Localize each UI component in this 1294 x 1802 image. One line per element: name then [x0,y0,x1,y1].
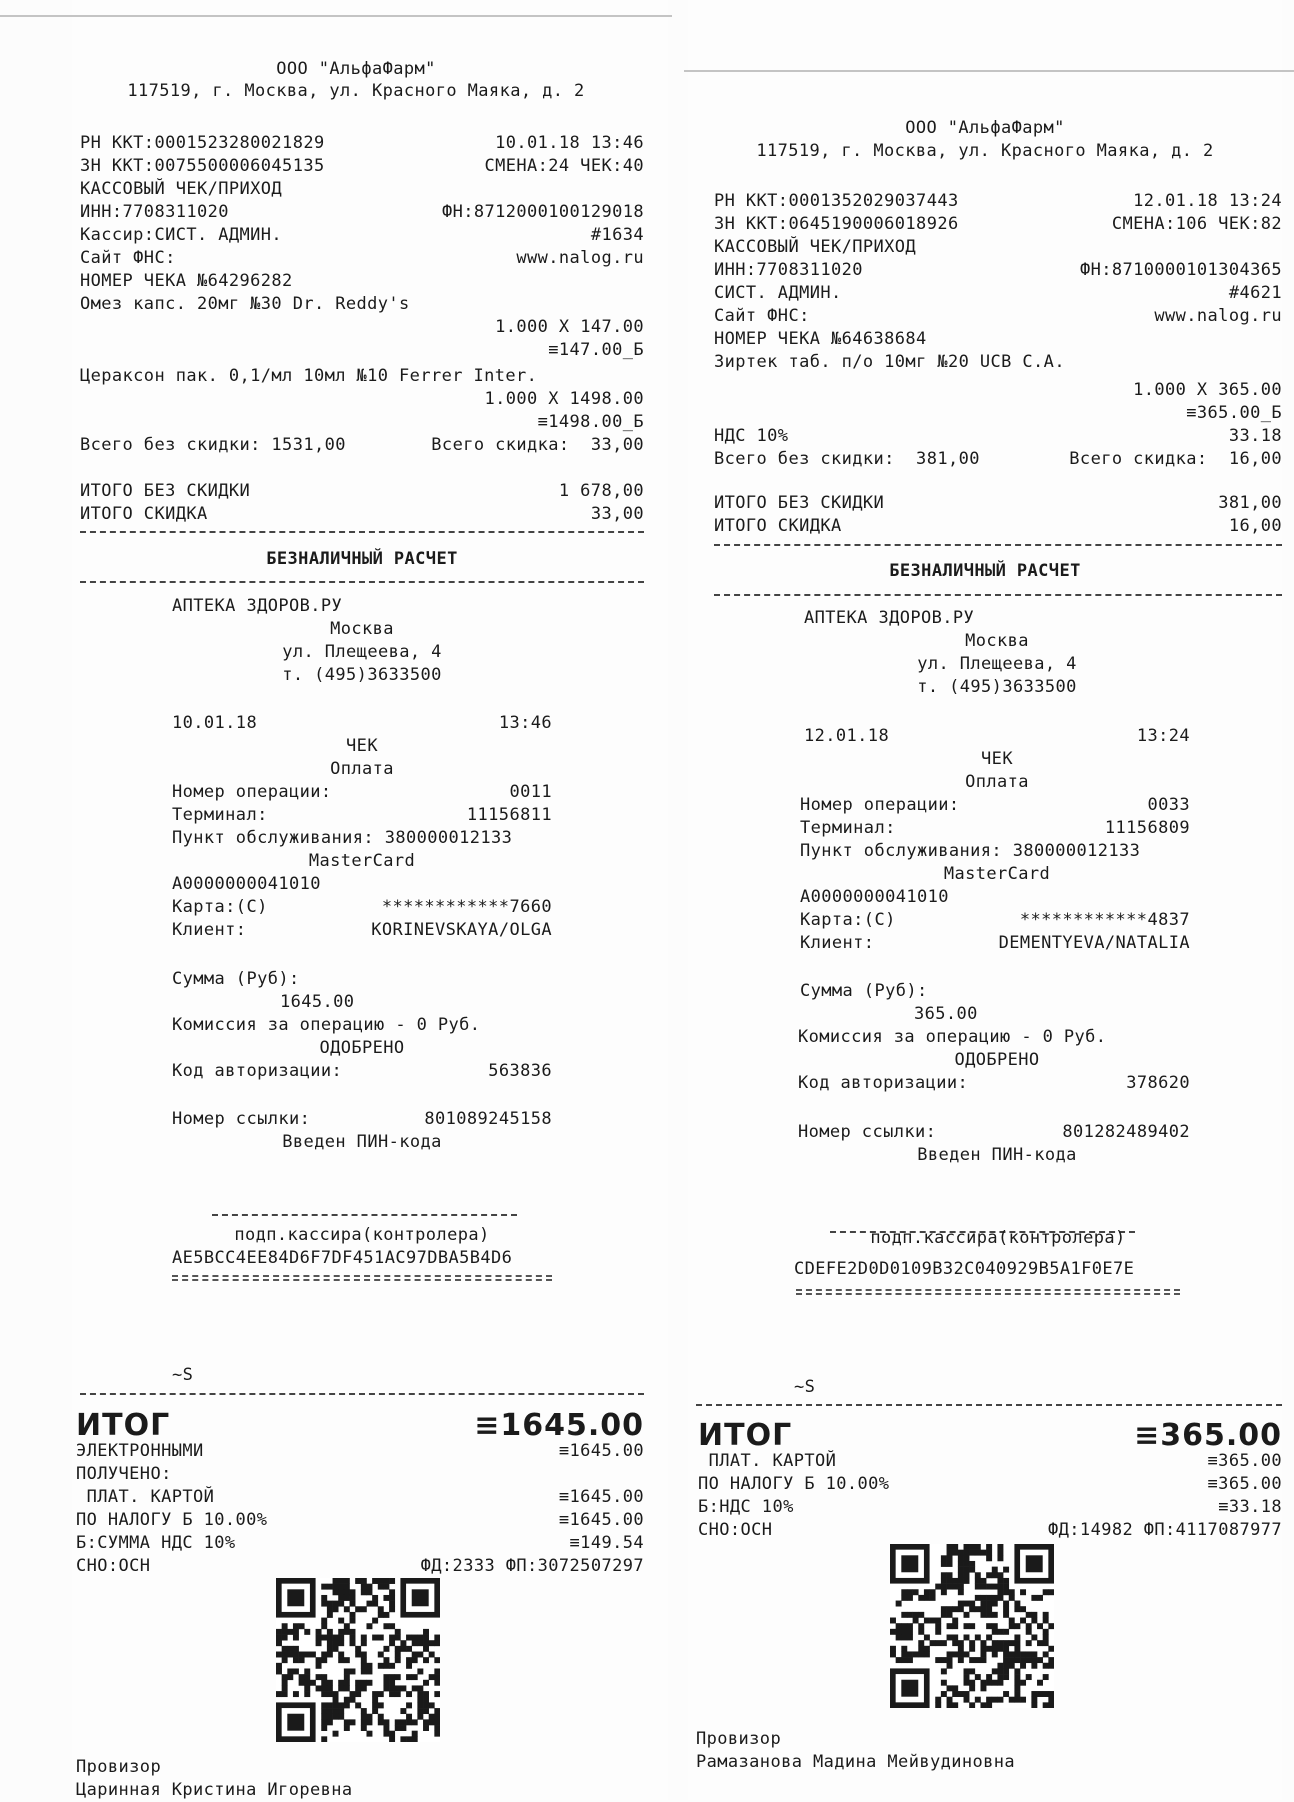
card-system: MasterCard [943,864,1051,884]
signature-label: подп.кассира(контролера) [870,1228,1126,1248]
pharmacist-name: Рамазанова Мадина Мейвудиновна [696,1752,1016,1772]
total-discount: 16,00 [1228,516,1282,536]
pharmacy-phone: т. (495)3633500 [917,677,1077,697]
separator [80,581,644,583]
total-no-discount-label: ИТОГО БЕЗ СКИДКИ [714,493,885,513]
tear-line [684,70,1294,72]
card-number: ************7660 [381,897,552,917]
item-name: Цераксон пак. 0,1/мл 10мл №10 Ferrer Inter. [80,366,538,386]
service-point: Пункт обслуживания: 380000012133 [172,828,513,848]
reference-label: Номер ссылки: [798,1122,937,1142]
tilde-marker: ~S [794,1377,816,1397]
amount-label: Сумма (Руб): [800,981,928,1001]
itog-label: ИТОГ [698,1418,793,1453]
receipt-hash: CDEFE2D0D0109B32C040929B5A1F0E7E [794,1259,1135,1279]
operation-number-label: Номер операции: [172,782,332,802]
pharmacist-role: Провизор [696,1729,782,1749]
pharmacy-phone: т. (495)3633500 [282,665,442,685]
cashier: Кассир:СИСТ. АДМИН. [80,225,283,245]
client-name: KORINEVSKAYA/OLGA [371,920,552,940]
pin-entered: Введен ПИН-кода [282,1132,442,1152]
slip-date: 12.01.18 [804,726,890,746]
reference-label: Номер ссылки: [172,1109,311,1129]
itog-value: ≡365.00 [1134,1418,1282,1453]
breakdown-value: ≡1645.00 [558,1487,644,1507]
card-system: MasterCard [308,851,416,871]
discount-line: Всего скидка: 33,00 [431,435,644,455]
total-no-discount: 1 678,00 [558,481,644,501]
shift-number: СМЕНА:106 ЧЕК:82 [1111,214,1282,234]
commission: Комиссия за операцию - 0 Руб. [798,1027,1107,1047]
operation-number: 0011 [509,782,552,802]
pin-entered: Введен ПИН-кода [917,1145,1077,1165]
card-label: Карта:(C) [800,910,896,930]
breakdown-value: ≡1645.00 [558,1510,644,1530]
fd-fp: ФД:2333 ФП:3072507297 [420,1556,644,1576]
client-name: DEMENTYEVA/NATALIA [998,933,1190,953]
nds-label: НДС 10% [714,426,789,446]
breakdown-value: ≡365.00 [1207,1451,1282,1471]
rn-kkt: РН ККТ:0001352029037443 [714,191,959,211]
item-name: Зиртек таб. п/о 10мг №20 UCB С.А. [714,352,1065,372]
total-discount-label: ИТОГО СКИДКА [80,504,208,524]
reference-number: 801282489402 [1062,1122,1190,1142]
zn-kkt: ЗН ККТ:0645190006018926 [714,214,959,234]
discount-line: Всего скидка: 16,00 [1069,449,1282,469]
separator [714,594,1282,596]
fn-number: ФН:8710000101304365 [1079,260,1282,280]
total-without-discount-line: Всего без скидки: 1531,00 [80,435,346,455]
amount-label: Сумма (Руб): [172,969,300,989]
fns-site-label: Сайт ФНС: [80,248,176,268]
amount: 1645.00 [280,992,355,1012]
item-name: Омез капс. 20мг №30 Dr. Reddy's [80,294,410,314]
tilde-marker: ~S [172,1365,194,1385]
check-number: НОМЕР ЧЕКА №64296282 [80,271,293,291]
item-sum: ≡365.00_Б [1186,403,1282,423]
fd-fp: ФД:14982 ФП:4117087977 [1048,1520,1282,1540]
fns-site-label: Сайт ФНС: [714,306,810,326]
total-no-discount-label: ИТОГО БЕЗ СКИДКИ [80,481,251,501]
breakdown-label: Б:СУММА НДС 10% [76,1533,236,1553]
approved: ОДОБРЕНО [954,1050,1040,1070]
breakdown-label: ПО НАЛОГУ Б 10.00% [698,1474,890,1494]
item-qty-price: 1.000 X 147.00 [495,317,644,337]
pharmacy-city: Москва [330,619,394,639]
slip-time: 13:46 [498,713,552,733]
pharmacist-role: Провизор [76,1757,162,1777]
item-qty-price: 1.000 X 365.00 [1133,380,1282,400]
approved: ОДОБРЕНО [319,1038,405,1058]
cashier-number: #4621 [1228,283,1282,303]
pharmacy-city: Москва [965,631,1029,651]
auth-code-label: Код авторизации: [798,1073,969,1093]
zn-kkt: ЗН ККТ:0075500006045135 [80,156,325,176]
operation-number: 0033 [1147,795,1190,815]
shift-number: СМЕНА:24 ЧЕК:40 [484,156,644,176]
receipt-datetime: 10.01.18 13:46 [495,133,644,153]
inn: ИНН:7708311020 [80,202,229,222]
auth-code: 563836 [488,1061,552,1081]
fns-site: www.nalog.ru [1154,306,1282,326]
breakdown-value: ≡1645.00 [558,1441,644,1461]
fn-number: ФН:8712000100129018 [441,202,644,222]
terminal-id: 11156809 [1104,818,1190,838]
payment-header: БЕЗНАЛИЧНЫЙ РАСЧЕТ [266,549,458,569]
client-label: Клиент: [800,933,875,953]
pharmacy-street: ул. Плещеева, 4 [282,642,442,662]
company-name: ООО "АльфаФарм" [905,118,1065,138]
pharmacy-street: ул. Плещеева, 4 [917,654,1077,674]
terminal-id: 11156811 [466,805,552,825]
total-without-discount-line: Всего без скидки: 381,00 [714,449,980,469]
company-name: ООО "АльфаФарм" [276,59,436,79]
slip-payment: Оплата [965,772,1029,792]
auth-code-label: Код авторизации: [172,1061,343,1081]
breakdown-label: ПОЛУЧЕНО: [76,1464,172,1484]
breakdown-value: ≡365.00 [1207,1474,1282,1494]
company-address: 117519, г. Москва, ул. Красного Маяка, д. 2 [756,141,1214,161]
operation-number-label: Номер операции: [800,795,960,815]
separator [696,1404,1282,1406]
auth-code: 378620 [1126,1073,1190,1093]
item-sum: ≡1498.00_Б [537,412,644,432]
receipt-datetime: 12.01.18 13:24 [1133,191,1282,211]
double-separator [796,1289,1180,1295]
total-no-discount: 381,00 [1218,493,1282,513]
document-type: КАССОВЫЙ ЧЕК/ПРИХОД [80,179,283,199]
signature-label: подп.кассира(контролера) [234,1225,490,1245]
receipt-hash: AE5BCC4EE84D6F7DF451AC97DBA5B4D6 [172,1248,513,1268]
slip-time: 13:24 [1136,726,1190,746]
total-discount: 33,00 [590,504,644,524]
payment-header: БЕЗНАЛИЧНЫЙ РАСЧЕТ [889,561,1081,581]
breakdown-label: Б:НДС 10% [698,1497,794,1517]
signature-line [212,1214,517,1216]
pharmacy-name: АПТЕКА ЗДОРОВ.РУ [804,608,975,628]
slip-check: ЧЕК [346,736,378,756]
breakdown-label: ПЛАТ. КАРТОЙ [698,1451,837,1471]
company-address: 117519, г. Москва, ул. Красного Маяка, д. 2 [127,81,585,101]
nds-value: 33.18 [1228,426,1282,446]
qr-code [276,1578,440,1742]
pharmacist-name: Царинная Кристина Игоревна [76,1780,353,1800]
slip-date: 10.01.18 [172,713,258,733]
check-number: НОМЕР ЧЕКА №64638684 [714,329,927,349]
card-number: ************4837 [1019,910,1190,930]
separator [80,531,644,533]
double-separator [172,1275,552,1281]
terminal-label: Терминал: [800,818,896,838]
breakdown-label: ПЛАТ. КАРТОЙ [76,1487,215,1507]
item-qty-price: 1.000 X 1498.00 [484,389,644,409]
client-label: Клиент: [172,920,247,940]
aid: A0000000041010 [172,874,321,894]
fns-site: www.nalog.ru [516,248,644,268]
breakdown-label: ЭЛЕКТРОННЫМИ [76,1441,204,1461]
tear-line [0,15,672,17]
breakdown-value: ≡149.54 [569,1533,644,1553]
pharmacy-name: АПТЕКА ЗДОРОВ.РУ [172,596,343,616]
slip-payment: Оплата [330,759,394,779]
itog-value: ≡1645.00 [474,1408,644,1443]
rn-kkt: РН ККТ:0001523280021829 [80,133,325,153]
itog-label: ИТОГ [76,1408,171,1443]
document-type: КАССОВЫЙ ЧЕК/ПРИХОД [714,237,917,257]
tax-system: СНО:ОСН [76,1556,151,1576]
separator [714,544,1282,546]
breakdown-label: ПО НАЛОГУ Б 10.00% [76,1510,268,1530]
inn: ИНН:7708311020 [714,260,863,280]
cashier-number: #1634 [590,225,644,245]
terminal-label: Терминал: [172,805,268,825]
receipt-right [688,0,1282,1800]
amount: 365.00 [914,1004,978,1024]
cashier: СИСТ. АДМИН. [714,283,842,303]
tax-system: СНО:ОСН [698,1520,773,1540]
total-discount-label: ИТОГО СКИДКА [714,516,842,536]
aid: A0000000041010 [800,887,949,907]
reference-number: 801089245158 [424,1109,552,1129]
card-label: Карта:(C) [172,897,268,917]
item-sum: ≡147.00_Б [548,340,644,360]
separator [80,1393,644,1395]
slip-check: ЧЕК [981,749,1013,769]
qr-code [890,1544,1054,1708]
commission: Комиссия за операцию - 0 Руб. [172,1015,481,1035]
receipt-left [72,0,668,1800]
breakdown-value: ≡33.18 [1218,1497,1282,1517]
service-point: Пункт обслуживания: 380000012133 [800,841,1141,861]
